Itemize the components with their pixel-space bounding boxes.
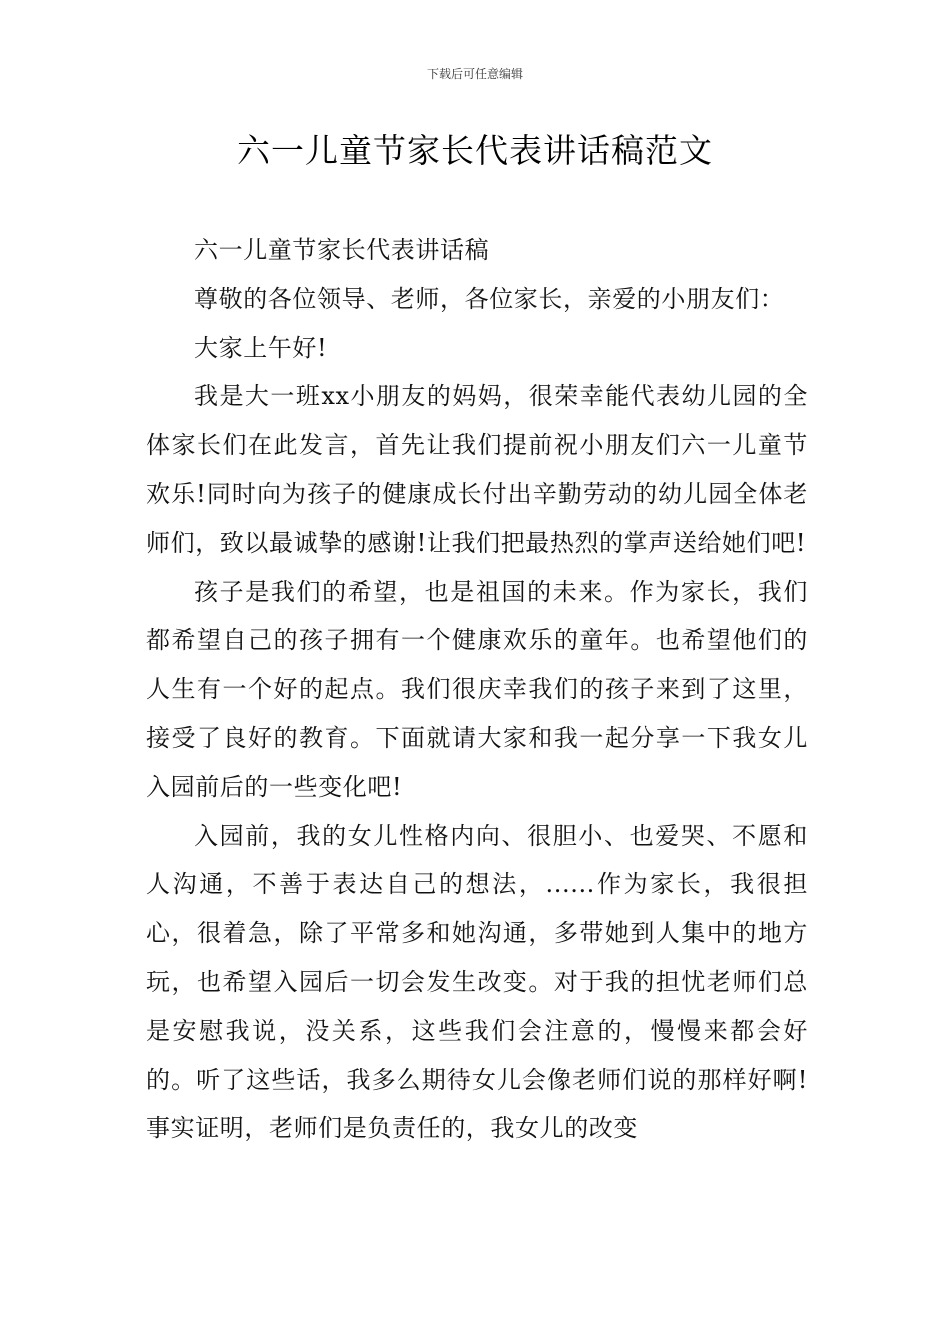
paragraph: 入园前，我的女儿性格内向、很胆小、也爱哭、不愿和人沟通，不善于表达自己的想法，......作为家长，我很担心，很着急，除了平常多和她沟通，多带她到人集中的地方玩，也希望入园后一切会发生改变。对于我的担忧老师们总是安慰我说，没关系，这些我们会注意的，慢慢来都会好的。听了这些话，我多么期待女儿会像老师们说的那样好啊!事实证明，老师们是负责任的，我女儿的改变 [146,821,808,1143]
paragraph-subtitle: 六一儿童节家长代表讲话稿 [194,236,490,264]
paragraph-salutation: 尊敬的各位领导、老师，各位家长，亲爱的小朋友们： [194,284,785,313]
paragraph: 我是大一班xx小朋友的妈妈，很荣幸能代表幼儿园的全体家长们在此发言，首先让我们提前祝小朋友们六一儿童节欢乐!同时向为孩子的健康成长付出辛勤劳动的幼儿园全体老师们，致以最诚挚的感谢!让我们把最热烈的掌声送给她们吧! [146,382,808,557]
paragraph-greeting: 大家上午好! [194,333,328,362]
paragraph: 孩子是我们的希望，也是祖国的未来。作为家长，我们都希望自己的孩子拥有一个健康欢乐的童年。也希望他们的人生有一个好的起点。我们很庆幸我们的孩子来到了这里，接受了良好的教育。下面就请大家和我一起分享一下我女儿入园前后的一些变化吧! [146,577,808,801]
document-body [146,226,808,1153]
document-title: 六一儿童节家长代表讲话稿范文 [237,131,713,170]
header-note: 下载后可任意编辑 [426,67,523,81]
